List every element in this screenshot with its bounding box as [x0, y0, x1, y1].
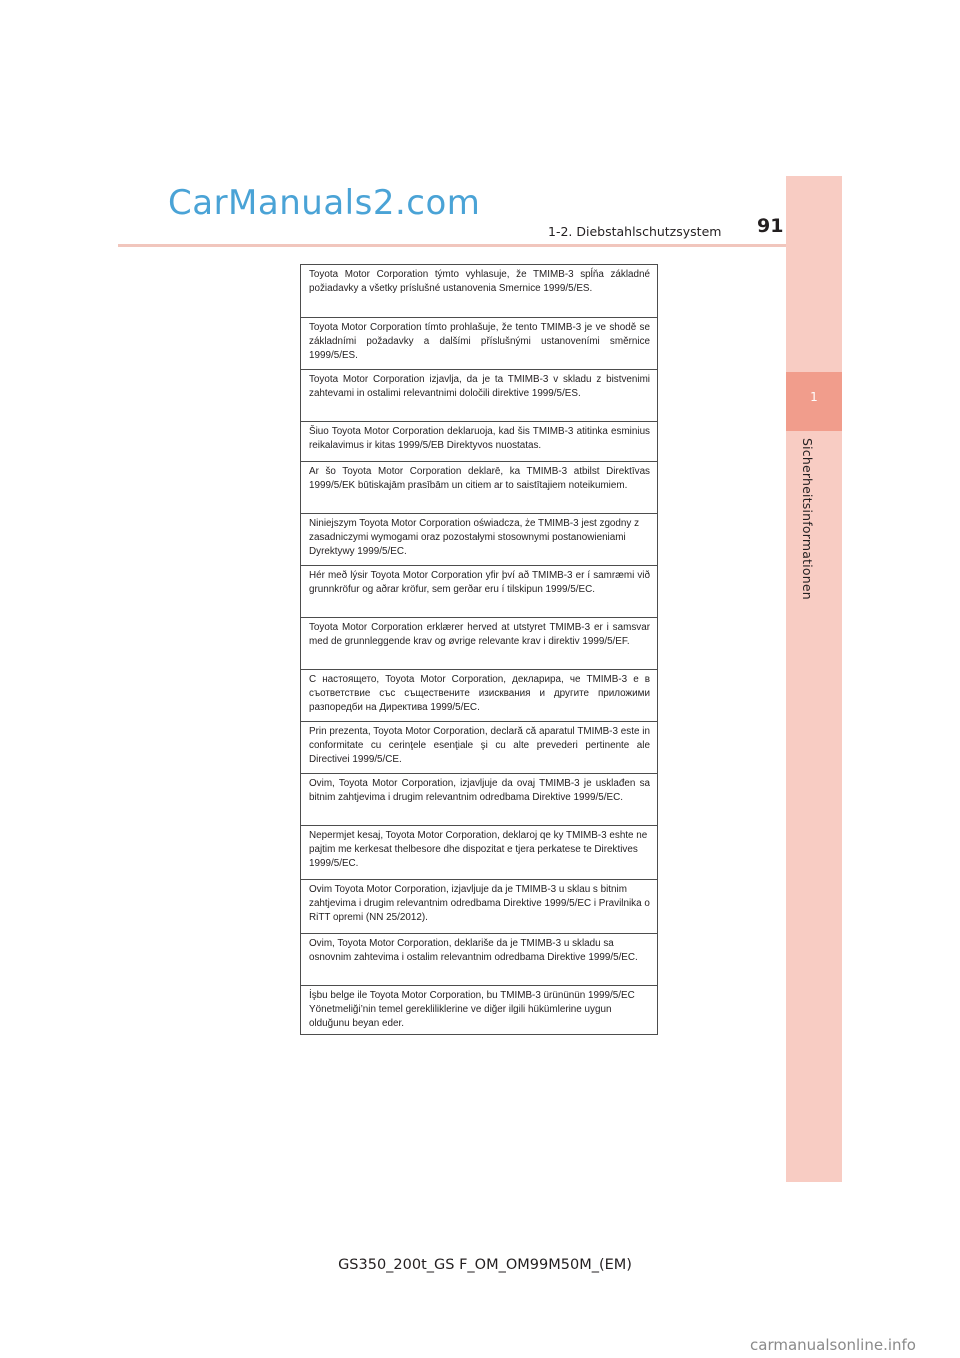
statement-polish: Niniejszym Toyota Motor Corporation oświadcza, że TMIMB-3 jest zgodny z zasadniczymi wymogami oraz pozostałymi stosownymi postanowieniami Dyrektywy 1999/5/EC.: [301, 514, 657, 566]
watermark-logo[interactable]: CarManuals2.com: [168, 183, 481, 223]
statement-czech: Toyota Motor Corporation tímto prohlašuje, že tento TMIMB-3 je ve shodě se základními požadavky a dalšími příslušnými ustanoveními směrnice 1999/5/ES.: [301, 318, 657, 370]
section-title: 1-2. Diebstahlschutzsystem: [548, 224, 722, 239]
statement-slovenian: Toyota Motor Corporation izjavlja, da je ta TMIMB-3 v skladu z bistvenimi zahtevami in ostalimi relevantnimi določili direktive 1999/5/ES.: [301, 370, 657, 422]
statement-albanian: Nepermjet kesaj, Toyota Motor Corporation, deklaroj qe ky TMIMB-3 eshte ne pajtim me kerkesat thelbesore dhe dispozitat e tjera perkatese te Direktives 1999/5/EC.: [301, 826, 657, 880]
statement-turkish: İşbu belge ile Toyota Motor Corporation, bu TMIMB-3 ürününün 1999/5/EC Yönetmeliği’nin temel gerekliliklerine ve diğer ilgili hükümlerine uygun olduğunu beyan eder.: [309, 990, 635, 1030]
statement-bosnian: Ovim, Toyota Motor Corporation, izjavljuje da ovaj TMIMB-3 je usklađen sa bitnim zahtjevima i drugim relevantnim odredbama Direktive 1999/5/EC.: [301, 774, 657, 826]
statement-romanian: Prin prezenta, Toyota Motor Corporation, declară că aparatul TMIMB-3 este in conformitate cu cerinţele esenţiale şi cu alte prevederi pertinente ale Directivei 1999/5/CE.: [301, 722, 657, 774]
page-number: 91: [757, 215, 784, 237]
statement-lithuanian: Šiuo Toyota Motor Corporation deklaruoja, kad šis TMIMB-3 atitinka esminius reikalavimus ir kitas 1999/5/EB Direktyvos nuostatas.: [301, 422, 657, 462]
conformity-statements-table: [300, 264, 658, 1035]
statement-croatian: Ovim Toyota Motor Corporation, izjavljuje da je TMIMB-3 u sklau s bitnim zahtjevima i drugim relevantnim odredbama Direktive 1999/5/EC i Pravilnika o RiTT opremi (NN 25/2012).: [301, 880, 657, 934]
statement-icelandic: Hér með lýsir Toyota Motor Corporation yfir því að TMIMB-3 er í samræmi við grunnkröfur og aðrar kröfur, sem gerðar eru í tilskipun 1999/5/EC.: [301, 566, 657, 618]
statement-norwegian: Toyota Motor Corporation erklærer herved at utstyret TMIMB-3 er i samsvar med de grunnleggende krav og øvrige relevante krav i direktiv 1999/5/EF.: [301, 618, 657, 670]
statement-slovak: Toyota Motor Corporation týmto vyhlasuje, že TMIMB-3 spĺňa základné požiadavky a všetky príslušné ustanovenia Smernice 1999/5/ES.: [301, 265, 657, 318]
chapter-label: Sicherheitsinformationen: [800, 438, 815, 600]
chapter-number: 1: [810, 390, 818, 404]
statement-serbian: Ovim, Toyota Motor Corporation, deklariše da je TMIMB-3 u skladu sa osnovnim zahtevima i ostalim relevantnim odredbama Direktive 1999/5/EC.: [301, 934, 657, 986]
statement-bulgarian: С настоящето, Toyota Motor Corporation, декларира, че TMIMB-3 е в съответствие със съществените изисквания и другите приложими разпоредби на Директива 1999/5/ЕС.: [301, 670, 657, 722]
manual-model-code: GS350_200t_GS F_OM_OM99M50M_(EM): [338, 1257, 632, 1273]
chapter-side-tab: [786, 176, 842, 1182]
statement-latvian: Ar šo Toyota Motor Corporation deklarē, ka TMIMB-3 atbilst Direktīvas 1999/5/EK būtiskajām prasībām un citiem ar to saistītajiem noteikumiem.: [301, 462, 657, 514]
watermark-footer[interactable]: carmanualsonline.info: [750, 1336, 916, 1354]
header-divider: [118, 244, 786, 247]
